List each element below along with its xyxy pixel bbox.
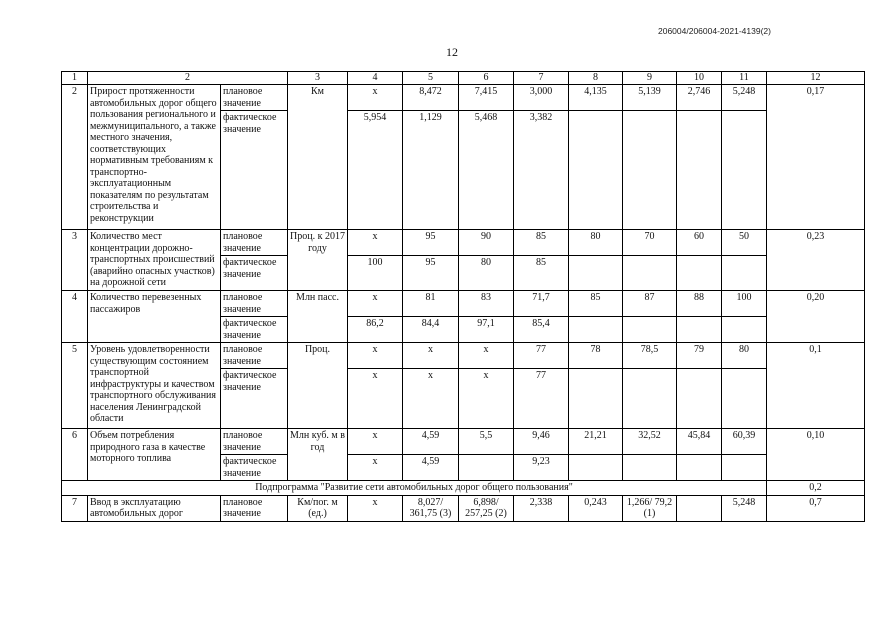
fact-value: 85 (514, 256, 569, 291)
plan-value: 78 (569, 343, 623, 369)
plan-value: 79 (677, 343, 722, 369)
row-number: 6 (62, 429, 88, 481)
plan-value: 4,135 (569, 85, 623, 111)
header-cell: 8 (569, 72, 623, 85)
fact-value (677, 317, 722, 343)
plan-value: 80 (569, 230, 623, 256)
fact-value: 5,468 (459, 111, 514, 230)
plan-value: х (403, 343, 459, 369)
plan-value: х (348, 85, 403, 111)
indicator-name: Количество перевезенных пассажиров (88, 291, 221, 343)
fact-value: 85,4 (514, 317, 569, 343)
plan-value: 2,746 (677, 85, 722, 111)
page-number: 12 (446, 45, 458, 59)
weight-cell: 0,17 (767, 85, 865, 230)
plan-value: 70 (623, 230, 677, 256)
plan-value: 0,243 (569, 495, 623, 521)
fact-value: х (348, 455, 403, 481)
header-cell: 5 (403, 72, 459, 85)
indicators-table (61, 71, 865, 522)
header-cell: 6 (459, 72, 514, 85)
plan-label: плановое значение (221, 343, 288, 369)
fact-value (459, 455, 514, 481)
fact-value: 1,129 (403, 111, 459, 230)
indicator-row-plan (62, 85, 865, 111)
plan-value: 5,5 (459, 429, 514, 455)
fact-value (677, 111, 722, 230)
weight-cell: 0,7 (767, 495, 865, 521)
plan-value: 83 (459, 291, 514, 317)
indicator-name: Ввод в эксплуатацию автомобильных дорог (88, 495, 221, 521)
subprogram-weight: 0,2 (767, 481, 865, 496)
plan-value: 50 (722, 230, 767, 256)
fact-value: 4,59 (403, 455, 459, 481)
fact-value (722, 317, 767, 343)
unit-cell: Млн куб. м в год (288, 429, 348, 481)
unit-cell: Проц. к 2017 году (288, 230, 348, 291)
header-cell: 12 (767, 72, 865, 85)
plan-value: 3,000 (514, 85, 569, 111)
plan-value: 81 (403, 291, 459, 317)
fact-label: фактическое значение (221, 111, 288, 230)
weight-cell: 0,23 (767, 230, 865, 291)
header-cell: 10 (677, 72, 722, 85)
fact-value (569, 369, 623, 429)
plan-value: 78,5 (623, 343, 677, 369)
fact-value: х (348, 369, 403, 429)
plan-value: 88 (677, 291, 722, 317)
fact-value: 95 (403, 256, 459, 291)
plan-value: 1,266/ 79,2 (1) (623, 495, 677, 521)
plan-value: 77 (514, 343, 569, 369)
fact-value (623, 369, 677, 429)
plan-value: х (348, 429, 403, 455)
plan-label: плановое значение (221, 291, 288, 317)
header-cell: 4 (348, 72, 403, 85)
fact-value (722, 369, 767, 429)
plan-value: 4,59 (403, 429, 459, 455)
plan-label: плановое значение (221, 429, 288, 455)
plan-value: х (348, 230, 403, 256)
row-number: 5 (62, 343, 88, 429)
fact-value: 3,382 (514, 111, 569, 230)
plan-value: 80 (722, 343, 767, 369)
plan-value: 100 (722, 291, 767, 317)
fact-value: 86,2 (348, 317, 403, 343)
plan-value: 90 (459, 230, 514, 256)
unit-cell: Млн пасс. (288, 291, 348, 343)
fact-value (677, 369, 722, 429)
plan-value: х (348, 495, 403, 521)
fact-value: 97,1 (459, 317, 514, 343)
plan-value: 5,248 (722, 495, 767, 521)
indicator-row-plan (62, 230, 865, 256)
header-cell: 1 (62, 72, 88, 85)
indicator-name: Прирост протяженности автомобильных дорог общего пользования регионального и межмуниципального, а также местного значения, соответствующих нормативным требованиям к транспортно-эксплуатационным показателям по результатам строительства и реконструкции (88, 85, 221, 230)
weight-cell: 0,1 (767, 343, 865, 429)
plan-value: 7,415 (459, 85, 514, 111)
plan-value: х (459, 343, 514, 369)
plan-value: 60,39 (722, 429, 767, 455)
fact-value: х (459, 369, 514, 429)
indicator-name: Уровень удовлетворенности существующим состоянием транспортной инфраструктуры и качеством транспортного обслуживания населения Ленинградской области (88, 343, 221, 429)
plan-value: 32,52 (623, 429, 677, 455)
fact-value (623, 317, 677, 343)
row-number: 2 (62, 85, 88, 230)
plan-value (677, 495, 722, 521)
plan-value: х (348, 343, 403, 369)
document-id: 206004/206004-2021-4139(2) (658, 26, 771, 36)
plan-value: 21,21 (569, 429, 623, 455)
fact-value (623, 455, 677, 481)
fact-value: 77 (514, 369, 569, 429)
fact-value (569, 111, 623, 230)
plan-value: 6,898/ 257,25 (2) (459, 495, 514, 521)
plan-value: 45,84 (677, 429, 722, 455)
row-number: 4 (62, 291, 88, 343)
plan-value: 85 (569, 291, 623, 317)
indicator-row-plan (62, 429, 865, 455)
fact-value: 5,954 (348, 111, 403, 230)
plan-value: 2,338 (514, 495, 569, 521)
header-cell: 2 (88, 72, 288, 85)
fact-value: 80 (459, 256, 514, 291)
fact-value (569, 455, 623, 481)
header-cell: 9 (623, 72, 677, 85)
header-cell: 11 (722, 72, 767, 85)
plan-label: плановое значение (221, 495, 288, 521)
fact-value (722, 256, 767, 291)
plan-value: 87 (623, 291, 677, 317)
fact-value (623, 111, 677, 230)
plan-label: плановое значение (221, 230, 288, 256)
plan-label: плановое значение (221, 85, 288, 111)
unit-cell: Проц. (288, 343, 348, 429)
fact-value (677, 256, 722, 291)
plan-value: 5,139 (623, 85, 677, 111)
indicator-row-plan (62, 343, 865, 369)
fact-value (722, 111, 767, 230)
fact-value: 100 (348, 256, 403, 291)
weight-cell: 0,20 (767, 291, 865, 343)
fact-value (623, 256, 677, 291)
fact-value (569, 317, 623, 343)
fact-label: фактическое значение (221, 256, 288, 291)
plan-value: 85 (514, 230, 569, 256)
fact-value (722, 455, 767, 481)
subprogram-title: Подпрограмма "Развитие сети автомобильных дорог общего пользования" (62, 481, 767, 496)
plan-value: 60 (677, 230, 722, 256)
fact-value: 9,23 (514, 455, 569, 481)
subprogram-row (62, 481, 865, 496)
fact-label: фактическое значение (221, 455, 288, 481)
plan-value: 9,46 (514, 429, 569, 455)
indicator-name: Количество мест концентрации дорожно-транспортных происшествий (аварийно опасных участков) на дорожной сети (88, 230, 221, 291)
indicator-row-plan (62, 495, 865, 521)
header-cell: 3 (288, 72, 348, 85)
row-number: 7 (62, 495, 88, 521)
unit-cell: Км (288, 85, 348, 230)
plan-value: 5,248 (722, 85, 767, 111)
indicator-name: Объем потребления природного газа в качестве моторного топлива (88, 429, 221, 481)
header-cell: 7 (514, 72, 569, 85)
plan-value: 71,7 (514, 291, 569, 317)
weight-cell: 0,10 (767, 429, 865, 481)
row-number: 3 (62, 230, 88, 291)
plan-value: х (348, 291, 403, 317)
plan-value: 95 (403, 230, 459, 256)
unit-cell: Км/пог. м (ед.) (288, 495, 348, 521)
fact-value: 84,4 (403, 317, 459, 343)
indicator-row-plan (62, 291, 865, 317)
fact-value (569, 256, 623, 291)
fact-label: фактическое значение (221, 317, 288, 343)
header-row (62, 72, 865, 85)
plan-value: 8,472 (403, 85, 459, 111)
fact-label: фактическое значение (221, 369, 288, 429)
fact-value (677, 455, 722, 481)
fact-value: х (403, 369, 459, 429)
plan-value: 8,027/ 361,75 (3) (403, 495, 459, 521)
